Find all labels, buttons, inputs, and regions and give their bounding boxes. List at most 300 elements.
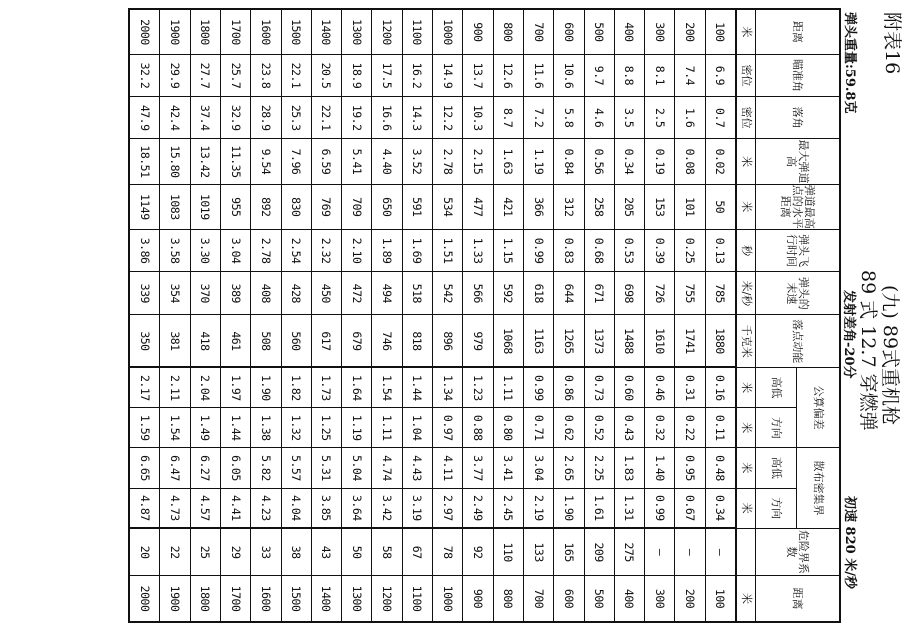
cell-terminal-velocity: 354 xyxy=(160,272,190,315)
col-fall-angle-header: 落角 xyxy=(756,97,841,139)
cell-impact-energy: 560 xyxy=(281,315,311,368)
cell-ds-height: 0.48 xyxy=(705,448,736,488)
table-row xyxy=(675,9,705,622)
cell-terminal-velocity: 428 xyxy=(281,272,311,315)
cell-range-right: 900 xyxy=(463,576,493,622)
cell-aim-angle: 8.1 xyxy=(645,54,675,96)
cell-pe-height: 0.46 xyxy=(645,367,675,407)
cell-max-ordinate: 5.41 xyxy=(342,139,372,184)
cell-impact-energy: 381 xyxy=(160,315,190,368)
cell-ds-height: 6.65 xyxy=(129,448,160,488)
cell-ds-height: 5.31 xyxy=(311,448,341,488)
page-title: (九) 89式重机枪 xyxy=(879,285,901,426)
cell-max-ordinate: 0.56 xyxy=(584,139,614,184)
elevation-difference-note: 发射差角-20分 xyxy=(841,290,856,379)
col-range-right-header: 距离 xyxy=(756,576,841,622)
cell-max-ordinate-range: 955 xyxy=(220,184,250,229)
cell-ds-height: 4.43 xyxy=(402,448,432,488)
cell-range-right: 1500 xyxy=(281,576,311,622)
cell-fall-angle: 37.4 xyxy=(190,97,220,139)
cell-ds-direction: 4.87 xyxy=(129,488,160,528)
col-aim-angle-header: 瞄准角 xyxy=(756,54,841,96)
cell-impact-energy: 1741 xyxy=(675,315,705,368)
cell-terminal-velocity: 566 xyxy=(463,272,493,315)
cell-aim-angle: 22.1 xyxy=(281,54,311,96)
cell-range: 1600 xyxy=(251,9,281,54)
cell-fall-angle: 3.5 xyxy=(614,97,644,139)
cell-fall-angle: 22.1 xyxy=(311,97,341,139)
cell-ds-direction: 3.19 xyxy=(402,488,432,528)
unit-terminal-velocity: 米/秒 xyxy=(736,272,756,315)
cell-terminal-velocity: 618 xyxy=(523,272,553,315)
cell-pe-height: 0.16 xyxy=(705,367,736,407)
cell-pe-height: 2.17 xyxy=(129,367,160,407)
cell-terminal-velocity: 472 xyxy=(342,272,372,315)
cell-ds-height: 5.04 xyxy=(342,448,372,488)
cell-ds-direction: 4.41 xyxy=(220,488,250,528)
unit-flight-time: 秒 xyxy=(736,229,756,271)
cell-ds-height: 6.05 xyxy=(220,448,250,488)
cell-fall-angle: 8.7 xyxy=(493,97,523,139)
cell-max-ordinate-range: 591 xyxy=(402,184,432,229)
cell-aim-angle: 6.9 xyxy=(705,54,736,96)
cell-ds-height: 3.41 xyxy=(493,448,523,488)
cell-impact-energy: 461 xyxy=(220,315,250,368)
cell-max-ordinate-range: 312 xyxy=(554,184,584,229)
cell-impact-energy: 617 xyxy=(311,315,341,368)
cell-aim-angle: 11.6 xyxy=(523,54,553,96)
cell-range: 1100 xyxy=(402,9,432,54)
cell-impact-energy: 1068 xyxy=(493,315,523,368)
cell-range: 1000 xyxy=(433,9,463,54)
cell-range-right: 100 xyxy=(705,576,736,622)
cell-danger-factor: 165 xyxy=(554,528,584,575)
cell-fall-angle: 16.6 xyxy=(372,97,402,139)
cell-terminal-velocity: 592 xyxy=(493,272,523,315)
cell-ds-height: 6.47 xyxy=(160,448,190,488)
cell-ds-height: 2.25 xyxy=(584,448,614,488)
cell-aim-angle: 29.9 xyxy=(160,54,190,96)
cell-flight-time: 1.33 xyxy=(463,229,493,271)
col-dispersion-header: 散布密集界 xyxy=(797,448,841,528)
unit-impact-energy: 千克米 xyxy=(736,315,756,368)
unit-pe-direction: 米 xyxy=(736,408,756,448)
cell-range: 1300 xyxy=(342,9,372,54)
cell-flight-time: 0.39 xyxy=(645,229,675,271)
cell-range: 2000 xyxy=(129,9,160,54)
cell-max-ordinate: 11.35 xyxy=(220,139,250,184)
cell-ds-direction: 4.73 xyxy=(160,488,190,528)
cell-terminal-velocity: 339 xyxy=(129,272,160,315)
cell-range: 1500 xyxy=(281,9,311,54)
table-row xyxy=(281,9,311,622)
cell-flight-time: 1.51 xyxy=(433,229,463,271)
cell-pe-height: 1.23 xyxy=(463,367,493,407)
cell-pe-height: 0.99 xyxy=(523,367,553,407)
col-ds-height-header: 高低 xyxy=(756,448,797,488)
cell-ds-height: 3.77 xyxy=(463,448,493,488)
cell-range-right: 1400 xyxy=(311,576,341,622)
cell-range-right: 1700 xyxy=(220,576,250,622)
cell-terminal-velocity: 370 xyxy=(190,272,220,315)
cell-max-ordinate: 1.19 xyxy=(523,139,553,184)
cell-fall-angle: 25.3 xyxy=(281,97,311,139)
cell-pe-height: 1.64 xyxy=(342,367,372,407)
appendix-label: 附表16 xyxy=(881,12,903,75)
cell-max-ordinate: 9.54 xyxy=(251,139,281,184)
cell-impact-energy: 896 xyxy=(433,315,463,368)
cell-pe-height: 1.82 xyxy=(281,367,311,407)
cell-range-right: 1200 xyxy=(372,576,402,622)
cell-max-ordinate: 0.08 xyxy=(675,139,705,184)
cell-max-ordinate: 0.19 xyxy=(645,139,675,184)
cell-max-ordinate-range: 650 xyxy=(372,184,402,229)
cell-range-right: 1300 xyxy=(342,576,372,622)
cell-terminal-velocity: 698 xyxy=(614,272,644,315)
cell-pe-direction: 0.11 xyxy=(705,408,736,448)
cell-fall-angle: 10.3 xyxy=(463,97,493,139)
col-range-header: 距离 xyxy=(756,9,841,54)
cell-terminal-velocity: 450 xyxy=(311,272,341,315)
cell-max-ordinate: 13.42 xyxy=(190,139,220,184)
cell-pe-direction: 1.04 xyxy=(402,408,432,448)
cell-danger-factor: 67 xyxy=(402,528,432,575)
cell-pe-direction: 1.54 xyxy=(160,408,190,448)
cell-pe-height: 1.34 xyxy=(433,367,463,407)
cell-terminal-velocity: 726 xyxy=(645,272,675,315)
cell-max-ordinate: 6.59 xyxy=(311,139,341,184)
cell-max-ordinate-range: 1149 xyxy=(129,184,160,229)
cell-ds-direction: 2.97 xyxy=(433,488,463,528)
cell-aim-angle: 8.8 xyxy=(614,54,644,96)
cell-max-ordinate: 2.78 xyxy=(433,139,463,184)
cell-pe-direction: 0.52 xyxy=(584,408,614,448)
cell-flight-time: 3.86 xyxy=(129,229,160,271)
cell-max-ordinate: 4.40 xyxy=(372,139,402,184)
col-probable-error-header: 公算偏差 xyxy=(797,367,841,447)
cell-terminal-velocity: 755 xyxy=(675,272,705,315)
cell-range-right: 1900 xyxy=(160,576,190,622)
cell-range: 1200 xyxy=(372,9,402,54)
unit-ds-height: 米 xyxy=(736,448,756,488)
cell-pe-height: 1.97 xyxy=(220,367,250,407)
cell-impact-energy: 508 xyxy=(251,315,281,368)
cell-impact-energy: 818 xyxy=(402,315,432,368)
unit-max-ordinate: 米 xyxy=(736,139,756,184)
firing-table-body xyxy=(129,9,736,622)
table-row xyxy=(160,9,190,622)
cell-ds-direction: 2.49 xyxy=(463,488,493,528)
cell-range: 1700 xyxy=(220,9,250,54)
cell-pe-direction: 0.43 xyxy=(614,408,644,448)
cell-max-ordinate-range: 769 xyxy=(311,184,341,229)
cell-danger-factor: 25 xyxy=(190,528,220,575)
cell-danger-factor: — xyxy=(705,528,736,575)
cell-max-ordinate-range: 153 xyxy=(645,184,675,229)
cell-terminal-velocity: 518 xyxy=(402,272,432,315)
cell-range: 400 xyxy=(614,9,644,54)
cell-fall-angle: 7.2 xyxy=(523,97,553,139)
cell-fall-angle: 32.9 xyxy=(220,97,250,139)
bullet-weight-note: 弹头重量:59.8克 xyxy=(842,12,857,114)
cell-ds-direction: 3.42 xyxy=(372,488,402,528)
cell-fall-angle: 28.9 xyxy=(251,97,281,139)
cell-danger-factor: 78 xyxy=(433,528,463,575)
cell-aim-angle: 12.6 xyxy=(493,54,523,96)
table-row xyxy=(372,9,402,622)
cell-flight-time: 1.89 xyxy=(372,229,402,271)
cell-pe-height: 1.11 xyxy=(493,367,523,407)
cell-danger-factor: 133 xyxy=(523,528,553,575)
cell-max-ordinate: 0.34 xyxy=(614,139,644,184)
table-row xyxy=(523,9,553,622)
cell-max-ordinate-range: 421 xyxy=(493,184,523,229)
cell-flight-time: 2.78 xyxy=(251,229,281,271)
cell-fall-angle: 4.6 xyxy=(584,97,614,139)
cell-ds-direction: 3.64 xyxy=(342,488,372,528)
cell-pe-direction: 1.44 xyxy=(220,408,250,448)
cell-flight-time: 3.04 xyxy=(220,229,250,271)
cell-aim-angle: 32.2 xyxy=(129,54,160,96)
cell-danger-factor: 209 xyxy=(584,528,614,575)
cell-aim-angle: 27.7 xyxy=(190,54,220,96)
table-row xyxy=(645,9,675,622)
cell-impact-energy: 679 xyxy=(342,315,372,368)
cell-flight-time: 3.58 xyxy=(160,229,190,271)
cell-flight-time: 0.25 xyxy=(675,229,705,271)
table-row xyxy=(584,9,614,622)
cell-impact-energy: 1880 xyxy=(705,315,736,368)
cell-max-ordinate-range: 101 xyxy=(675,184,705,229)
col-pe-height-header: 高低 xyxy=(756,367,797,407)
cell-ds-direction: 4.23 xyxy=(251,488,281,528)
cell-danger-factor: 20 xyxy=(129,528,160,575)
cell-range-right: 1800 xyxy=(190,576,220,622)
cell-ds-direction: 2.45 xyxy=(493,488,523,528)
cell-terminal-velocity: 785 xyxy=(705,272,736,315)
cell-flight-time: 2.10 xyxy=(342,229,372,271)
cell-flight-time: 1.69 xyxy=(402,229,432,271)
cell-aim-angle: 7.4 xyxy=(675,54,705,96)
cell-pe-direction: 0.62 xyxy=(554,408,584,448)
col-max-ordinate-header: 最大弹道高 xyxy=(756,139,841,184)
cell-ds-height: 2.65 xyxy=(554,448,584,488)
cell-ds-direction: 4.04 xyxy=(281,488,311,528)
cell-pe-height: 2.04 xyxy=(190,367,220,407)
unit-aim-angle: 密位 xyxy=(736,54,756,96)
table-row xyxy=(705,9,736,622)
cell-range-right: 700 xyxy=(523,576,553,622)
cell-pe-direction: 1.59 xyxy=(129,408,160,448)
cell-aim-angle: 18.9 xyxy=(342,54,372,96)
cell-max-ordinate-range: 205 xyxy=(614,184,644,229)
col-danger-factor-header: 危险界系数 xyxy=(756,528,841,575)
cell-danger-factor: 43 xyxy=(311,528,341,575)
cell-danger-factor: — xyxy=(645,528,675,575)
unit-range-right: 米 xyxy=(736,576,756,622)
col-flight-time-header: 弹头飞行时间 xyxy=(756,229,841,271)
cell-range-right: 200 xyxy=(675,576,705,622)
cell-max-ordinate: 2.15 xyxy=(463,139,493,184)
cell-impact-energy: 350 xyxy=(129,315,160,368)
cell-danger-factor: 22 xyxy=(160,528,190,575)
table-row xyxy=(129,9,160,622)
cell-range: 800 xyxy=(493,9,523,54)
cell-pe-direction: 0.22 xyxy=(675,408,705,448)
cell-pe-height: 1.54 xyxy=(372,367,402,407)
cell-ds-height: 1.83 xyxy=(614,448,644,488)
cell-terminal-velocity: 494 xyxy=(372,272,402,315)
cell-pe-height: 1.44 xyxy=(402,367,432,407)
cell-flight-time: 0.83 xyxy=(554,229,584,271)
cell-flight-time: 0.53 xyxy=(614,229,644,271)
cell-fall-angle: 47.9 xyxy=(129,97,160,139)
table-row xyxy=(251,9,281,622)
cell-aim-angle: 14.9 xyxy=(433,54,463,96)
cell-pe-direction: 0.97 xyxy=(433,408,463,448)
cell-terminal-velocity: 671 xyxy=(584,272,614,315)
col-pe-direction-header: 方向 xyxy=(756,408,797,448)
cell-range: 300 xyxy=(645,9,675,54)
cell-danger-factor: 110 xyxy=(493,528,523,575)
cell-max-ordinate-range: 892 xyxy=(251,184,281,229)
cell-max-ordinate: 3.52 xyxy=(402,139,432,184)
cell-ds-direction: 4.57 xyxy=(190,488,220,528)
cell-ds-direction: 2.19 xyxy=(523,488,553,528)
cell-danger-factor: 29 xyxy=(220,528,250,575)
cell-flight-time: 0.68 xyxy=(584,229,614,271)
table-row xyxy=(493,9,523,622)
cell-terminal-velocity: 644 xyxy=(554,272,584,315)
cell-ds-direction: 3.85 xyxy=(311,488,341,528)
table-row xyxy=(433,9,463,622)
cell-range: 900 xyxy=(463,9,493,54)
cell-danger-factor: 50 xyxy=(342,528,372,575)
cell-ds-direction: 0.34 xyxy=(705,488,736,528)
cell-aim-angle: 16.2 xyxy=(402,54,432,96)
table-row xyxy=(402,9,432,622)
cell-max-ordinate-range: 830 xyxy=(281,184,311,229)
cell-ds-direction: 1.61 xyxy=(584,488,614,528)
cell-aim-angle: 10.6 xyxy=(554,54,584,96)
cell-max-ordinate-range: 709 xyxy=(342,184,372,229)
cell-impact-energy: 418 xyxy=(190,315,220,368)
cell-ds-height: 5.82 xyxy=(251,448,281,488)
cell-max-ordinate-range: 1083 xyxy=(160,184,190,229)
cell-range-right: 1000 xyxy=(433,576,463,622)
col-max-ordinate-range-header: 弹道最高点的水平距离 xyxy=(756,184,841,229)
cell-aim-angle: 20.5 xyxy=(311,54,341,96)
cell-pe-direction: 1.11 xyxy=(372,408,402,448)
cell-max-ordinate-range: 477 xyxy=(463,184,493,229)
cell-max-ordinate-range: 258 xyxy=(584,184,614,229)
cell-ds-height: 0.95 xyxy=(675,448,705,488)
muzzle-velocity-note: 初速 820 米/秒 xyxy=(842,496,857,589)
cell-flight-time: 0.13 xyxy=(705,229,736,271)
cell-impact-energy: 1610 xyxy=(645,315,675,368)
cell-range: 600 xyxy=(554,9,584,54)
cell-ds-height: 6.27 xyxy=(190,448,220,488)
cell-pe-direction: 1.19 xyxy=(342,408,372,448)
cell-max-ordinate: 1.63 xyxy=(493,139,523,184)
cell-aim-angle: 13.7 xyxy=(463,54,493,96)
cell-fall-angle: 1.6 xyxy=(675,97,705,139)
cell-max-ordinate-range: 534 xyxy=(433,184,463,229)
cell-pe-height: 0.31 xyxy=(675,367,705,407)
cell-range-right: 2000 xyxy=(129,576,160,622)
cell-max-ordinate-range: 50 xyxy=(705,184,736,229)
cell-flight-time: 2.32 xyxy=(311,229,341,271)
table-row xyxy=(342,9,372,622)
cell-fall-angle: 5.8 xyxy=(554,97,584,139)
cell-range-right: 800 xyxy=(493,576,523,622)
cell-max-ordinate: 18.51 xyxy=(129,139,160,184)
cell-pe-direction: 0.71 xyxy=(523,408,553,448)
cell-terminal-velocity: 389 xyxy=(220,272,250,315)
cell-max-ordinate: 7.96 xyxy=(281,139,311,184)
cell-danger-factor: 275 xyxy=(614,528,644,575)
table-row xyxy=(554,9,584,622)
cell-pe-direction: 1.25 xyxy=(311,408,341,448)
cell-impact-energy: 1373 xyxy=(584,315,614,368)
cell-max-ordinate: 0.02 xyxy=(705,139,736,184)
cell-flight-time: 2.54 xyxy=(281,229,311,271)
cell-range: 500 xyxy=(584,9,614,54)
cell-range-right: 600 xyxy=(554,576,584,622)
cell-ds-direction: 1.31 xyxy=(614,488,644,528)
cell-fall-angle: 2.5 xyxy=(645,97,675,139)
col-impact-energy-header: 落点动能 xyxy=(756,315,841,368)
cell-danger-factor: 33 xyxy=(251,528,281,575)
cell-aim-angle: 25.7 xyxy=(220,54,250,96)
cell-ds-height: 4.11 xyxy=(433,448,463,488)
cell-flight-time: 3.30 xyxy=(190,229,220,271)
cell-terminal-velocity: 408 xyxy=(251,272,281,315)
cell-range: 1800 xyxy=(190,9,220,54)
cell-range-right: 1100 xyxy=(402,576,432,622)
cell-fall-angle: 0.7 xyxy=(705,97,736,139)
unit-ds-direction: 米 xyxy=(736,488,756,528)
cell-impact-energy: 1488 xyxy=(614,315,644,368)
cell-pe-direction: 1.38 xyxy=(251,408,281,448)
unit-range: 米 xyxy=(736,9,756,54)
cell-danger-factor: — xyxy=(675,528,705,575)
table-row xyxy=(220,9,250,622)
cell-fall-angle: 14.3 xyxy=(402,97,432,139)
cell-range: 1900 xyxy=(160,9,190,54)
cell-range: 700 xyxy=(523,9,553,54)
cell-fall-angle: 42.4 xyxy=(160,97,190,139)
cell-impact-energy: 746 xyxy=(372,315,402,368)
cell-terminal-velocity: 542 xyxy=(433,272,463,315)
cell-range-right: 300 xyxy=(645,576,675,622)
cell-pe-height: 0.60 xyxy=(614,367,644,407)
cell-max-ordinate-range: 1019 xyxy=(190,184,220,229)
cell-range: 100 xyxy=(705,9,736,54)
cell-flight-time: 0.99 xyxy=(523,229,553,271)
unit-fall-angle: 密位 xyxy=(736,97,756,139)
unit-pe-height: 米 xyxy=(736,367,756,407)
cell-ds-height: 4.74 xyxy=(372,448,402,488)
cell-max-ordinate: 15.80 xyxy=(160,139,190,184)
table-row xyxy=(311,9,341,622)
cell-range: 1400 xyxy=(311,9,341,54)
col-ds-direction-header: 方向 xyxy=(756,488,797,528)
cell-pe-height: 2.11 xyxy=(160,367,190,407)
cell-impact-energy: 1163 xyxy=(523,315,553,368)
cell-pe-direction: 0.88 xyxy=(463,408,493,448)
table-row xyxy=(190,9,220,622)
